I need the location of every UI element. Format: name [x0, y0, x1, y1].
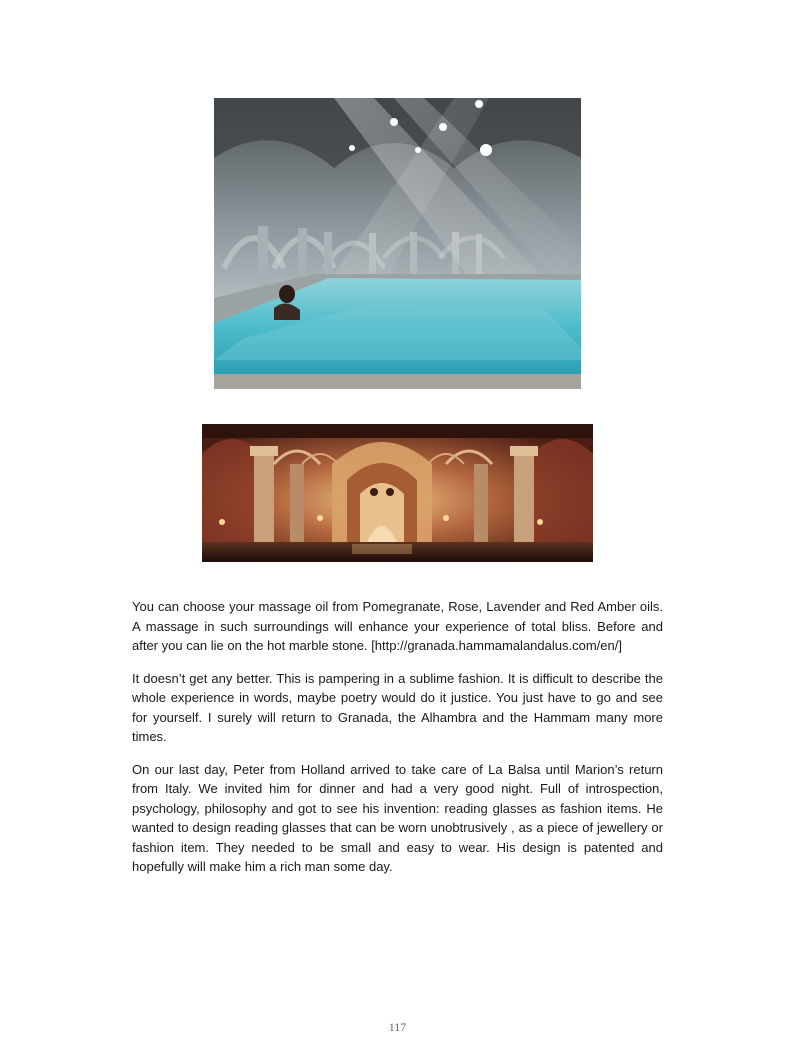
hammam-hall-illustration [202, 424, 593, 562]
hammam-pool-illustration [214, 98, 581, 389]
hammam-hall-photo [202, 424, 593, 562]
paragraph-last-day: On our last day, Peter from Holland arrived to take care of La Balsa until Marion’s return from Italy. We invited him for dinner and had a very good night. Full of introspection, psychology, philosophy and got to see his invention: reading glasses as fashion items. He wanted to design reading glasses that can be worn unobtrusively , as a piece of jewellery or fashion item. They needed to be small and easy to wear. His design is patented and hopefully will make him a rich man some day. [132, 761, 663, 874]
page-number: 117 [388, 1020, 407, 1034]
article-body [132, 597, 663, 890]
hammam-pool-photo [214, 98, 581, 389]
paragraph-massage-oils: You can choose your massage oil from Pomegranate, Rose, Lavender and Red Amber oils. A massage in such surroundings will enhance your experience of total bliss. Before and after you can lie on the hot marble stone. [http://granada.hammamalandalus.com/en/] [132, 599, 663, 653]
paragraph-pampering: It doesn’t get any better. This is pampering in a sublime fashion. It is difficult to describe the whole experience in words, maybe poetry would do it justice. You just have to go and see for yourself. I surely will return to Granada, the Alhambra and the Hammam many more times. [132, 670, 663, 744]
